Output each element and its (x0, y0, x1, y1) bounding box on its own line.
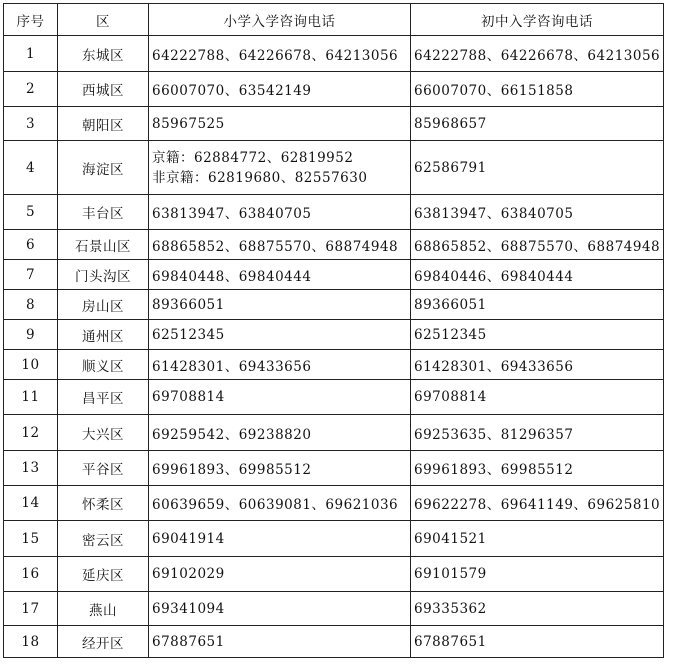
row-district: 石景山区 (58, 230, 149, 260)
enrollment-phone-table (3, 3, 664, 658)
row-primary-phone: 67887651 (149, 626, 411, 658)
row-middle-phone: 61428301、69433656 (411, 350, 664, 380)
row-primary-phone: 69961893、69985512 (149, 451, 411, 486)
row-district: 延庆区 (58, 557, 149, 592)
table-row (4, 141, 664, 195)
table-row (4, 592, 664, 626)
row-number: 13 (4, 451, 58, 486)
row-middle-phone: 64222788、64226678、64213056 (411, 36, 664, 72)
row-district: 东城区 (58, 36, 149, 72)
table-row (4, 107, 664, 141)
row-primary-phone: 69102029 (149, 557, 411, 592)
row-middle-phone: 62512345 (411, 320, 664, 350)
row-primary-phone: 69259542、69238820 (149, 415, 411, 451)
table-row (4, 415, 664, 451)
row-number: 10 (4, 350, 58, 380)
row-number: 11 (4, 380, 58, 415)
row-district: 西城区 (58, 72, 149, 107)
row-middle-phone: 69041521 (411, 521, 664, 557)
row-district: 平谷区 (58, 451, 149, 486)
table-row (4, 72, 664, 107)
table-row (4, 230, 664, 260)
row-number: 1 (4, 36, 58, 72)
row-middle-phone: 69708814 (411, 380, 664, 415)
row-number: 7 (4, 260, 58, 290)
row-middle-phone: 69101579 (411, 557, 664, 592)
row-middle-phone: 68865852、68875570、68874948 (411, 230, 664, 260)
row-number: 15 (4, 521, 58, 557)
row-primary-phone (149, 141, 411, 195)
primary-phone-non-beijing: 非京籍：62819680、82557630 (152, 169, 368, 186)
row-district: 经开区 (58, 626, 149, 658)
row-primary-phone: 69708814 (149, 380, 411, 415)
primary-phone-beijing: 京籍：62884772、62819952 (152, 149, 354, 166)
row-number: 14 (4, 486, 58, 521)
table-row (4, 260, 664, 290)
row-number: 9 (4, 320, 58, 350)
row-middle-phone: 69335362 (411, 592, 664, 626)
row-district: 大兴区 (58, 415, 149, 451)
row-district: 门头沟区 (58, 260, 149, 290)
row-district: 怀柔区 (58, 486, 149, 521)
row-district: 房山区 (58, 290, 149, 320)
header-middle-phone: 初中入学咨询电话 (411, 4, 664, 36)
row-middle-phone: 69622278、69641149、69625810 (411, 486, 664, 521)
row-number: 5 (4, 195, 58, 230)
row-middle-phone: 69840446、69840444 (411, 260, 664, 290)
row-middle-phone: 67887651 (411, 626, 664, 658)
row-primary-phone: 85967525 (149, 107, 411, 141)
row-middle-phone: 62586791 (411, 141, 664, 195)
table-row (4, 36, 664, 72)
table-header-row (4, 4, 664, 36)
row-number: 12 (4, 415, 58, 451)
row-number: 17 (4, 592, 58, 626)
row-number: 18 (4, 626, 58, 658)
row-primary-phone: 89366051 (149, 290, 411, 320)
row-primary-phone: 62512345 (149, 320, 411, 350)
table-row (4, 486, 664, 521)
row-primary-phone: 69041914 (149, 521, 411, 557)
table-row (4, 557, 664, 592)
row-district: 顺义区 (58, 350, 149, 380)
row-number: 3 (4, 107, 58, 141)
row-district: 通州区 (58, 320, 149, 350)
row-middle-phone: 63813947、63840705 (411, 195, 664, 230)
row-number: 8 (4, 290, 58, 320)
row-primary-phone: 69341094 (149, 592, 411, 626)
table-row (4, 320, 664, 350)
header-primary-phone: 小学入学咨询电话 (149, 4, 411, 36)
row-district: 朝阳区 (58, 107, 149, 141)
row-number: 2 (4, 72, 58, 107)
table-row (4, 626, 664, 658)
row-middle-phone: 69253635、81296357 (411, 415, 664, 451)
row-primary-phone: 60639659、60639081、69621036 (149, 486, 411, 521)
row-primary-phone: 63813947、63840705 (149, 195, 411, 230)
header-number: 序号 (4, 4, 58, 36)
row-middle-phone: 66007070、66151858 (411, 72, 664, 107)
row-district: 丰台区 (58, 195, 149, 230)
table-row (4, 380, 664, 415)
table-row (4, 195, 664, 230)
row-district: 昌平区 (58, 380, 149, 415)
row-district: 燕山 (58, 592, 149, 626)
row-primary-phone: 64222788、64226678、64213056 (149, 36, 411, 72)
row-number: 6 (4, 230, 58, 260)
header-district: 区 (58, 4, 149, 36)
row-primary-phone: 69840448、69840444 (149, 260, 411, 290)
row-primary-phone: 61428301、69433656 (149, 350, 411, 380)
row-middle-phone: 85968657 (411, 107, 664, 141)
row-district: 海淀区 (58, 141, 149, 195)
row-middle-phone: 69961893、69985512 (411, 451, 664, 486)
table-row (4, 350, 664, 380)
row-primary-phone: 68865852、68875570、68874948 (149, 230, 411, 260)
row-number: 16 (4, 557, 58, 592)
row-district: 密云区 (58, 521, 149, 557)
row-middle-phone: 89366051 (411, 290, 664, 320)
row-primary-phone: 66007070、63542149 (149, 72, 411, 107)
row-number: 4 (4, 141, 58, 195)
table-row (4, 451, 664, 486)
table-row (4, 521, 664, 557)
table-row (4, 290, 664, 320)
